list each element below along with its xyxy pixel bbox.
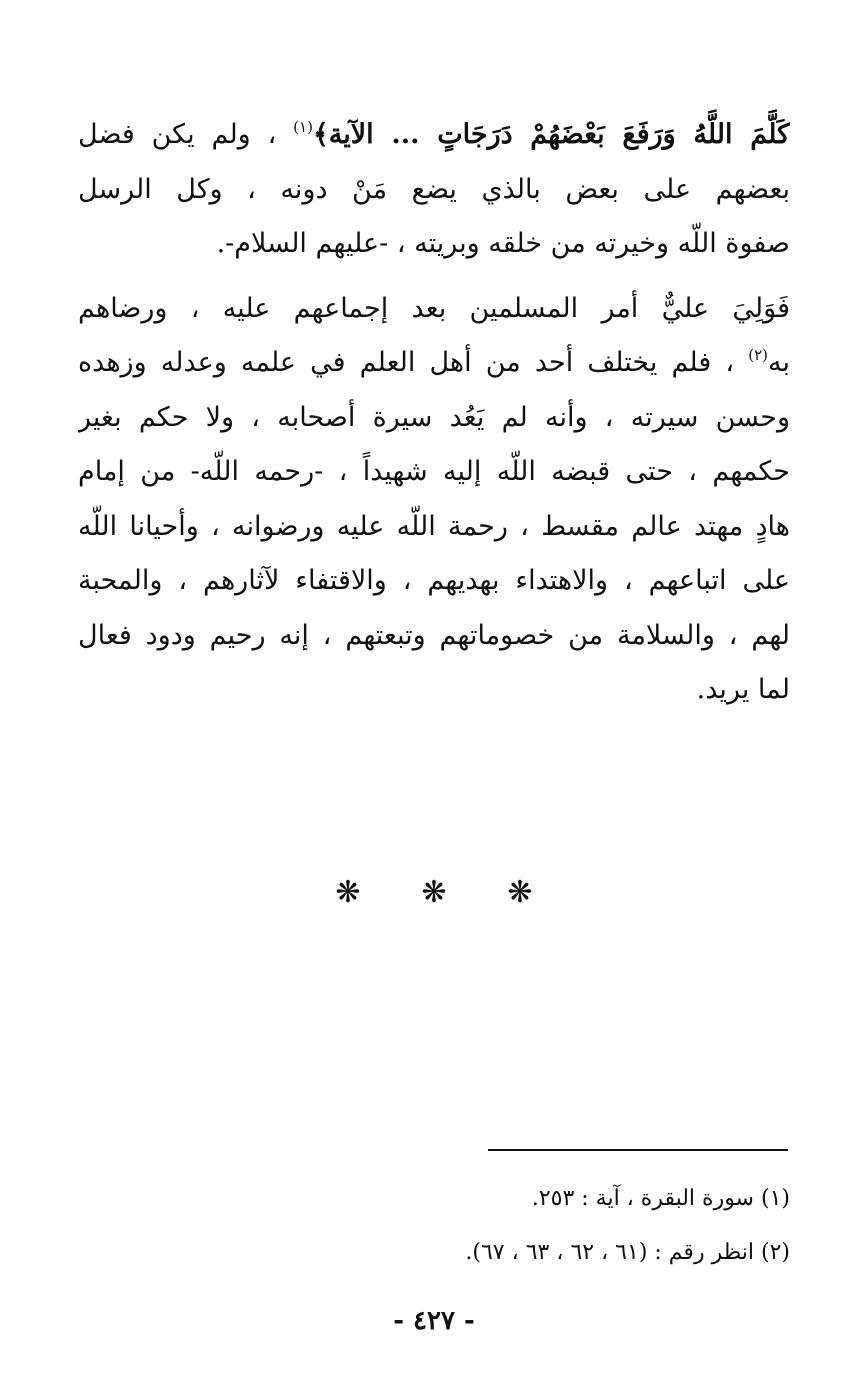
text-line: على اتباعهم ، والاهتداء بهديهم ، والاقتفاء لآثارهم ، والمحبة bbox=[78, 565, 790, 596]
footnote-2: (٢) انظر رقم : (٦١ ، ٦٢ ، ٦٣ ، ٦٧). bbox=[465, 1240, 790, 1265]
text-line: وحسن سيرته ، وأنه لم يَعُد سيرة أصحابه ، ولا حكم بغير bbox=[78, 401, 790, 433]
footnotes bbox=[300, 1172, 790, 1280]
asterisk-ornament-icon: ❋ bbox=[507, 875, 533, 910]
asterisk-ornament-icon: ❋ bbox=[335, 875, 361, 910]
section-separator bbox=[0, 868, 868, 918]
text-line bbox=[78, 108, 790, 163]
text-line bbox=[78, 336, 790, 391]
text-line: صفوة اللّه وخيرته من خلقه وبريته ، -عليهم السلام-. bbox=[216, 228, 790, 259]
text-fragment: به bbox=[768, 347, 790, 378]
footnote-divider bbox=[488, 1149, 788, 1151]
footnote-ref-1: (١) bbox=[293, 118, 313, 136]
text-line: فَوَلِيَ عليٌّ أمر المسلمين بعد إجماعهم عليه ، ورضاهم bbox=[78, 292, 790, 324]
main-text bbox=[78, 108, 790, 718]
text-line: بعضهم على بعض بالذي يضع مَنْ دونه ، وكل الرسل bbox=[78, 173, 790, 205]
text-line: هادٍ مهتد عالم مقسط ، رحمة اللّه عليه ورضوانه ، وأحيانا اللّه bbox=[78, 510, 790, 542]
page-number: - ٤٢٧ - bbox=[393, 1306, 475, 1336]
text-line: لما يريد. bbox=[696, 674, 790, 705]
paragraph-gap bbox=[78, 272, 790, 282]
asterisk-ornament-icon: ❋ bbox=[421, 875, 447, 910]
quran-quote: كَلَّمَ اللَّهُ وَرَفَعَ بَعْضَهُمْ دَرَجَاتٍ ... الآية﴾ bbox=[312, 119, 790, 150]
footnote-1: (١) سورة البقرة ، آية : ٢٥٣. bbox=[531, 1186, 790, 1211]
text-fragment: ، فلم يختلف أحد من أهل العلم في علمه وعدله وزهده bbox=[78, 347, 735, 378]
text-line: لهم ، والسلامة من خصوماتهم وتبعتهم ، إنه رحيم ودود فعال bbox=[78, 619, 790, 651]
footnote-ref-2: (٢) bbox=[748, 346, 768, 364]
text-line: حكمهم ، حتى قبضه اللّه إليه شهيداً ، -رحمه اللّه- من إمام bbox=[78, 456, 790, 487]
text-fragment: ، ولم يكن فضل bbox=[78, 119, 277, 150]
